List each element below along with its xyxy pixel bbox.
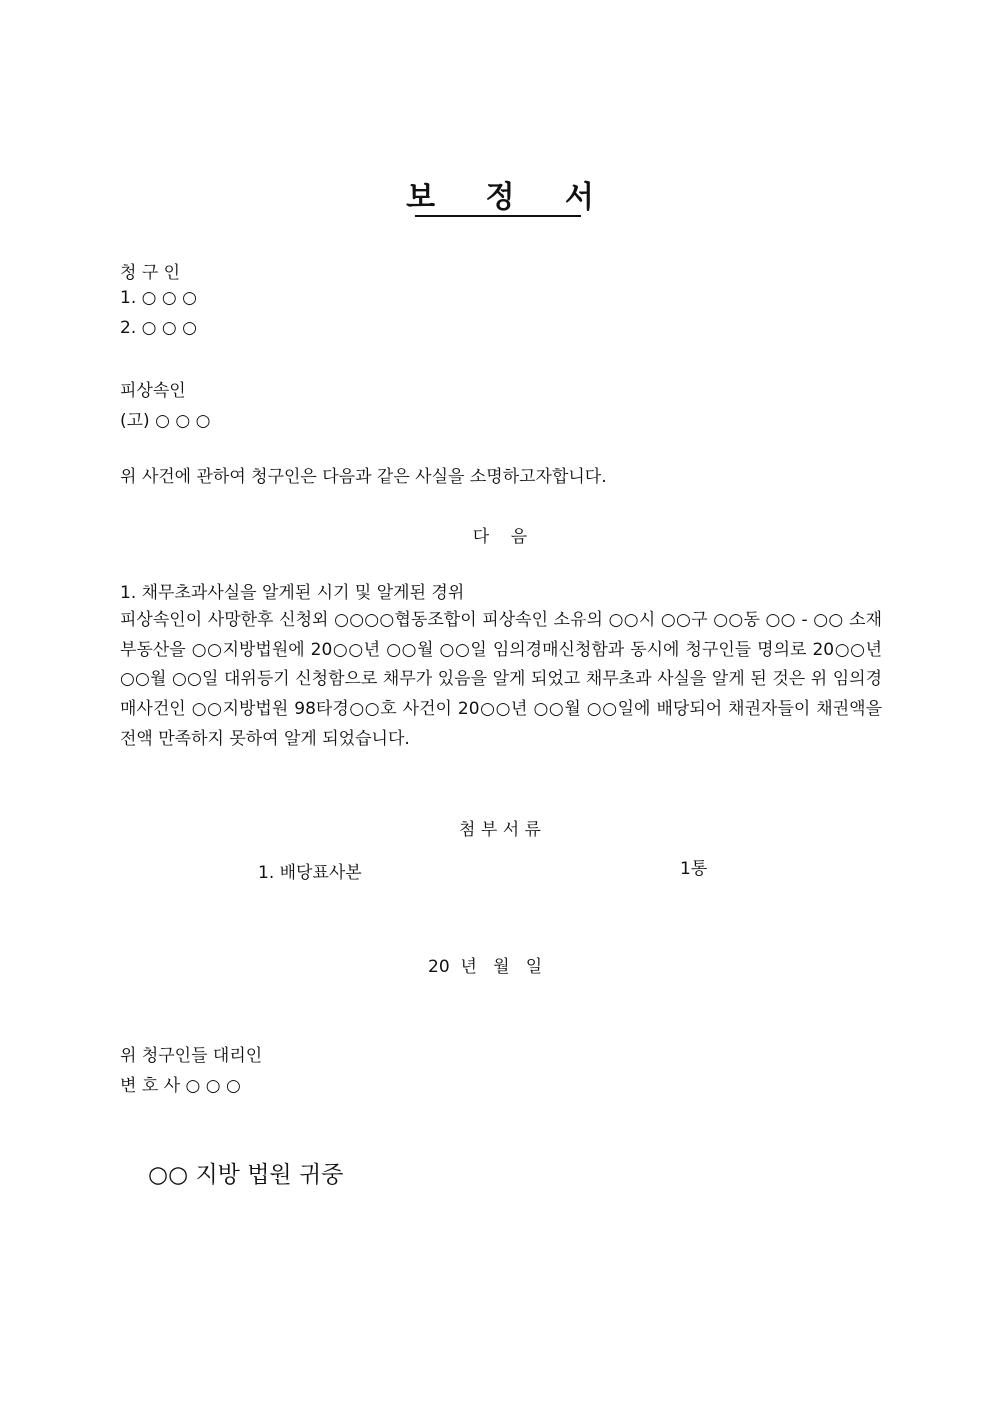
signature-line-2: 변 호 사 ○ ○ ○: [120, 1076, 241, 1096]
point-1-body: 피상속인이 사망한후 신청외 ○○○○협동조합이 피상속인 소유의 ○○시 ○○구 ○○동 ○○ - ○○ 소재 부동산을 ○○지방법원에 20○○년 ○○월 ○○일 임의경매신청함과 동시에 청구인들 명의로 20○○년 ○○월 ○○일 대위등기 신청함으로 채무가 있음을 알게 되었고 채무초과 사실을 알게 된 것은 위 임의경매사건인 ○○지방법원 98타경○○호 사건이 20○○년 ○○월 ○○일에 배당되어 채권자들이 채권액을 전액 만족하지 못하여 알게 되었습니다.: [120, 610, 882, 749]
decedent-heading: 피상속인: [120, 381, 186, 401]
intro-sentence: 위 사건에 관하여 청구인은 다음과 같은 사실을 소명하고자합니다.: [120, 467, 607, 487]
attachments-heading: 첨 부 서 류: [459, 820, 541, 840]
claimant-heading: 청 구 인: [120, 263, 181, 283]
attachment-item-label: 1. 배당표사본: [258, 863, 362, 883]
attachment-item-qty: 1통: [680, 859, 708, 879]
document-title: 보 정 서: [406, 180, 614, 215]
signature-line-1: 위 청구인들 대리인: [120, 1046, 263, 1066]
date-line: 20 년 월 일: [428, 957, 543, 977]
title-underline: [415, 215, 581, 217]
court-addressee: ○○ 지방 법원 귀중: [148, 1162, 344, 1188]
point-1-heading: 1. 채무초과사실을 알게된 시기 및 알게된 경위: [120, 583, 465, 603]
claimant-item-2: 2. ○ ○ ○: [120, 318, 197, 338]
claimant-item-1: 1. ○ ○ ○: [120, 288, 197, 308]
decedent-name: (고) ○ ○ ○: [120, 411, 211, 431]
section-heading: 다 음: [472, 527, 528, 547]
